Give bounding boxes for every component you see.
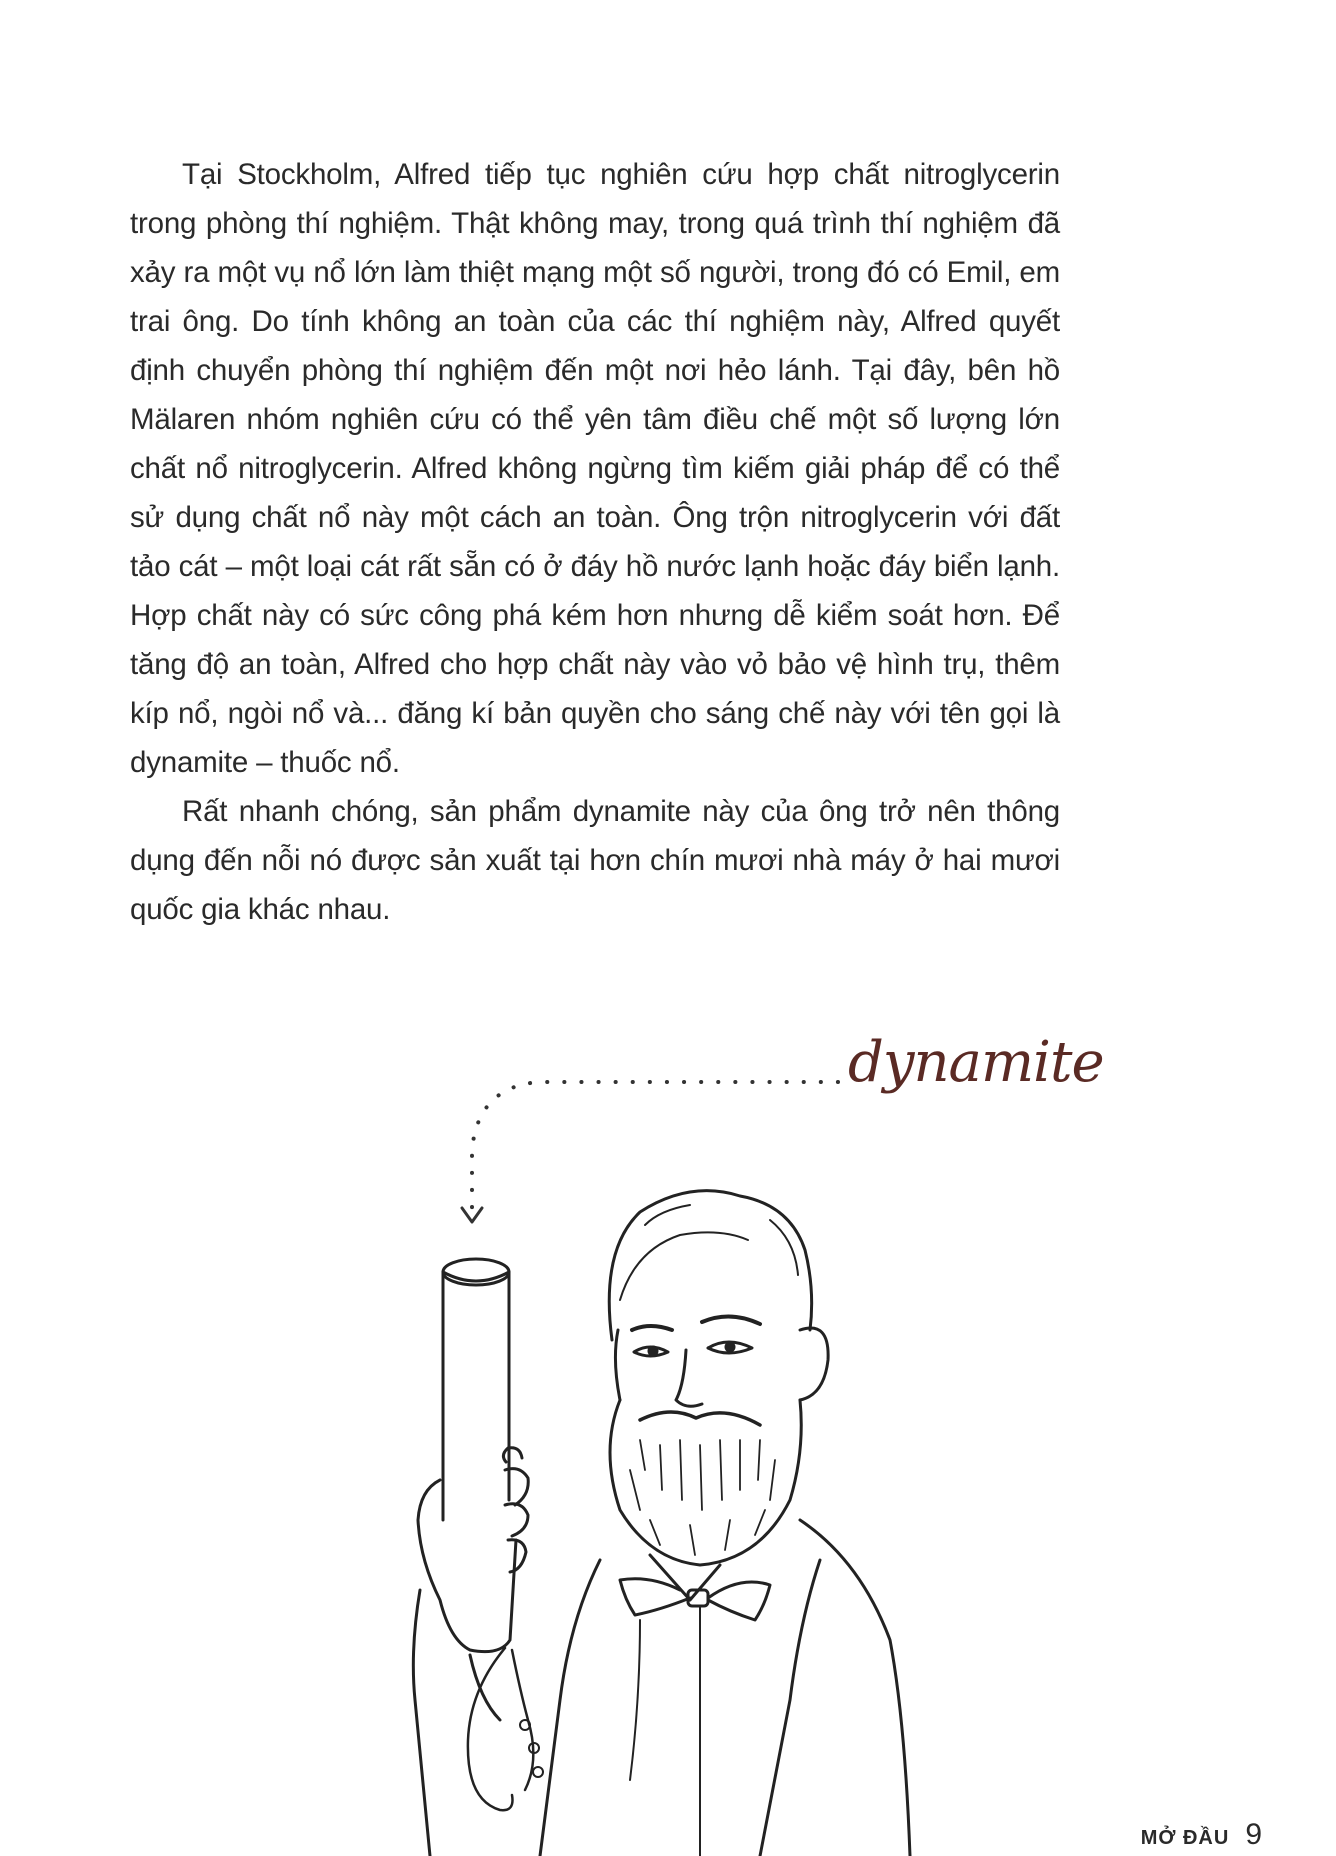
dotted-arrow-path bbox=[472, 1082, 838, 1208]
arrow-head-icon bbox=[462, 1208, 482, 1222]
portrait-man bbox=[540, 1191, 910, 1856]
section-title: MỞ ĐẦU bbox=[1140, 1827, 1230, 1849]
page-footer bbox=[1141, 1818, 1262, 1852]
dynamite-stick-icon bbox=[443, 1259, 543, 1810]
paragraph-1: Tại Stockholm, Alfred tiếp tục nghiên cứu hợp chất nitroglycerin trong phòng thí nghiệm. Thật không may, trong quá trình thí nghiệm đã xảy ra một vụ nổ lớn làm thiệt mạng một số người, trong đó có Emil, em trai ông. Do tính không an toàn của các thí nghiệm này, Alfred quyết định chuyển phòng thí nghiệm đến một nơi hẻo lánh. Tại đây, bên hồ Mälaren nhóm nghiên cứu có thể yên tâm điều chế một số lượng lớn chất nổ nitroglycerin. Alfred không ngừng tìm kiếm giải pháp để có thể sử dụng chất nổ này một cách an toàn. Ông trộn nitroglycerin với đất tảo cát – một loại cát rất sẵn có ở đáy hồ nước lạnh hoặc đáy biển lạnh. Hợp chất này có sức công phá kém hơn nhưng dễ kiểm soát hơn. Để tăng độ an toàn, Alfred cho hợp chất này vào vỏ bảo vệ hình trụ, thêm kíp nổ, ngòi nổ và... đăng kí bản quyền cho sáng chế này với tên gọi là dynamite – thuốc nổ. bbox=[130, 158, 1060, 779]
paragraph-2: Rất nhanh chóng, sản phẩm dynamite này của ông trở nên thông dụng đến nỗi nó được sản xuất tại hơn chín mươi nhà máy ở hai mươi quốc gia khác nhau. bbox=[130, 795, 1060, 926]
dynamite-label: dynamite bbox=[848, 1030, 1104, 1095]
page-number: 9 bbox=[1245, 1818, 1262, 1851]
